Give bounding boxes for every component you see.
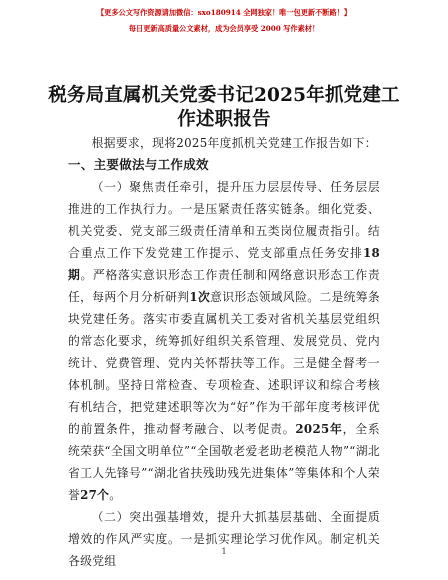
- paragraph-1-figure-18: 18期: [68, 246, 380, 282]
- paragraph-1-text-i: 。: [109, 488, 122, 502]
- paragraph-1-text-c: 。严格落实意识形态工作责任制和网络意识形态工作责任，每两个月分析研判: [68, 268, 380, 304]
- paragraph-1: [68, 176, 380, 506]
- page-number: 1: [221, 547, 227, 556]
- document-body: [68, 132, 380, 572]
- paragraph-2: （二）突出强基增效，提升大抓基层基础、全面提质增效的作风严实度。一是抓实理论学习优作风。制定机关各级党组: [68, 510, 380, 568]
- paragraph-1-text-e: 意识形态领域风险。二是统筹条块党建任务。落实市委直属机关工委对省机关基层党组织的常态化要求，统筹抓好组织关系管理、发展党员、党内统计、党费管理、党内关怀帮扶等工作。三是健全督考一体机制。坚持日常检查、专项检查、述职评议和综合考核有机结合，把党建述职等次为“好”作为干部年度考核评优的前置条件，推动督考融合、以考促责。: [68, 290, 380, 436]
- paragraph-1-figure-2025: 2025年: [295, 422, 343, 436]
- promo-banner: [0, 6, 448, 36]
- paragraph-1-text-a: （一）聚焦责任牵引，提升压力层层传导、任务层层推进的工作执行力。一是压紧责任落实链条。细化党委、机关党委、党支部三级责任清单和五类岗位履责指引。结合重点工作下发党建工作提示、党支部重点任务安排: [68, 180, 380, 260]
- paragraph-1-figure-27: 27个: [80, 488, 110, 502]
- paragraph-1-text-g: ，全系统荣获“全国文明单位”“全国敬老爱老助老模范人物”“湖北省工人先锋号”“湖北省扶残助残先进集体”等集体和个人荣誉: [68, 422, 381, 502]
- promo-banner-line-1: 【更多公文写作资源请加微信：sxo180914 全网独家！唯一包更新不断路！】: [96, 8, 352, 17]
- section-heading-1: 一、主要做法与工作成效: [68, 157, 209, 172]
- promo-banner-line-2: 每日更新高质量公文素材，成为会员享受 2000 写作素材！: [128, 24, 320, 33]
- intro-paragraph: 根据要求，现将2025年度抓机关党建工作报告如下：: [91, 136, 377, 150]
- paragraph-1-figure-1: 1次: [189, 290, 211, 304]
- document-title: 税务局直属机关党委书记2025年抓党建工作述职报告: [48, 85, 400, 130]
